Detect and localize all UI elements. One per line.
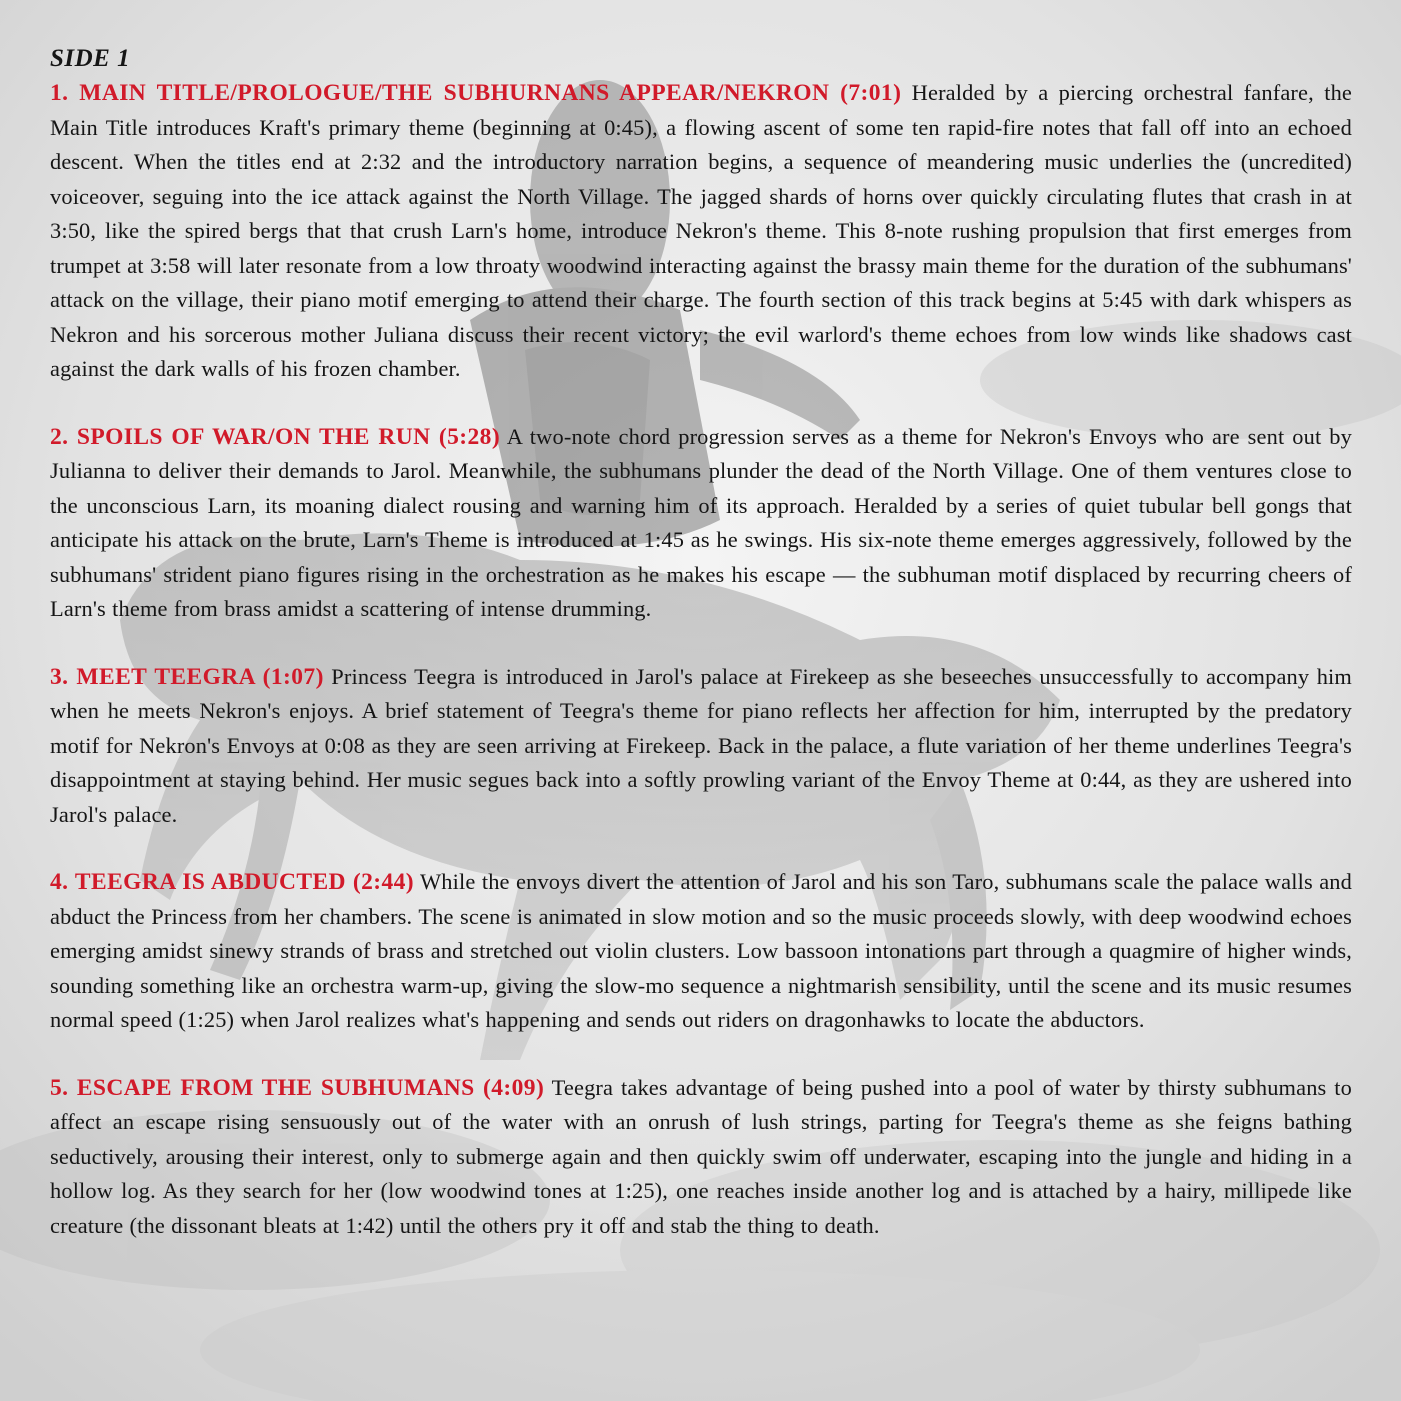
track-entry-1 xyxy=(50,76,1352,387)
track-title: 2. SPOILS OF WAR/ON THE RUN (5:28) xyxy=(50,423,501,450)
track-entry-4 xyxy=(50,865,1352,1038)
track-title: 3. MEET TEEGRA (1:07) xyxy=(50,663,324,690)
track-title: 1. MAIN TITLE/PROLOGUE/THE SUBHURNANS APPEAR/NEKRON (7:01) xyxy=(50,80,902,106)
track-entry-5 xyxy=(50,1071,1352,1244)
track-description: Princess Teegra is introduced in Jarol's palace at Firekeep as she beseeches unsuccessfully to accompany him when he meets Nekron's enjoys. A brief statement of Teegra's theme for piano reflects her affection for him, interrupted by the predatory motif for Nekron's Envoys at 0:08 as they are seen arriving at Firekeep. Back in the palace, a flute variation of her theme underlines Teegra's disappointment at staying behind. Her music segues back into a softly prowling variant of the Envoy Theme at 0:44, as they are ushered into Jarol's palace. xyxy=(50,663,1352,827)
track-entry-3 xyxy=(50,660,1352,833)
track-description: A two-note chord progression serves as a theme for Nekron's Envoys who are sent out by Julianna to deliver their demands to Jarol. Meanwhile, the subhumans plunder the dead of the North Village. One of them ventures close to the unconscious Larn, its moaning dialect rousing and warning him of its approach. Heralded by a series of quiet tubular bell gongs that anticipate his attack on the brute, Larn's Theme is introduced at 1:45 as he swings. His six-note theme emerges aggressively, followed by the subhumans' strident piano figures rising in the orchestration as he makes his escape — the subhuman motif displaced by recurring cheers of Larn's theme from brass amidst a scattering of intense drumming. xyxy=(50,423,1352,621)
track-entry-2 xyxy=(50,420,1352,627)
track-description: Heralded by a piercing orchestral fanfare, the Main Title introduces Kraft's primary theme (beginning at 0:45), a flowing ascent of some ten rapid-fire notes that fall off into an echoed descent. When the titles end at 2:32 and the introductory narration begins, a sequence of meandering music underlies the (uncredited) voiceover, seguing into the ice attack against the North Village. The jagged shards of horns over quickly circulating flutes that crash in at 3:50, like the spired bergs that that crush Larn's home, introduce Nekron's theme. This 8-note rushing propulsion that first emerges from trumpet at 3:58 will later resonate from a low throaty woodwind interacting against the brassy main theme for the duration of the subhumans' attack on the village, their piano motif emerging to attend their charge. The fourth section of this track begins at 5:45 with dark whispers as Nekron and his sorcerous mother Juliana discuss their recent victory; the evil warlord's theme echoes from low winds like shadows cast against the dark walls of his frozen chamber. xyxy=(50,80,1353,381)
track-title: 4. TEEGRA IS ABDUCTED (2:44) xyxy=(50,869,414,895)
side-heading: SIDE 1 xyxy=(50,45,131,72)
liner-notes xyxy=(50,42,1352,1276)
track-title: 5. ESCAPE FROM THE SUBHUMANS (4:09) xyxy=(50,1074,545,1101)
track-description: Teegra takes advantage of being pushed into a pool of water by thirsty subhumans to affect an escape rising sensuously out of the water with an onrush of lush strings, parting for Teegra's theme as she feigns bathing seductively, arousing their interest, only to submerge again and then quickly swim off underwater, escaping into the jungle and hiding in a hollow log. As they search for her (low woodwind tones at 1:25), one reaches inside another log and is attached by a hairy, millipede like creature (the dissonant bleats at 1:42) until the others pry it off and stab the thing to death. xyxy=(50,1074,1352,1238)
track-description: While the envoys divert the attention of Jarol and his son Taro, subhumans scale the palace walls and abduct the Princess from her chambers. The scene is animated in slow motion and so the music proceeds slowly, with deep woodwind echoes emerging amidst sinewy strands of brass and stretched out violin clusters. Low bassoon intonations part through a quagmire of higher winds, sounding something like an orchestra warm-up, giving the slow-mo sequence a nightmarish sensibility, until the scene and its music resumes normal speed (1:25) when Jarol realizes what's happening and sends out riders on dragonhawks to locate the abductors. xyxy=(50,869,1352,1032)
